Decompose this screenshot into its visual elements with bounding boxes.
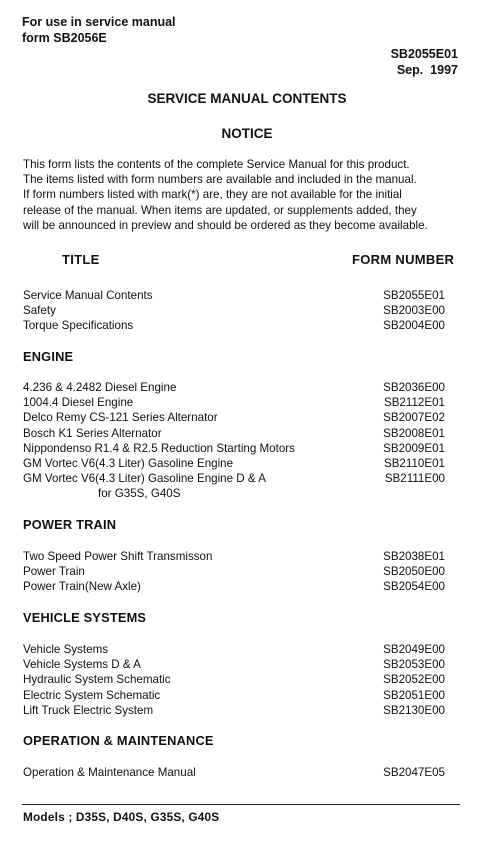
item-title: Vehicle Systems bbox=[23, 643, 109, 656]
item-title: Torque Specifications bbox=[23, 319, 134, 333]
notice-line: will be announced in preview and should be ordered as they become available. bbox=[23, 218, 428, 232]
item-form-number: SB2051E00 bbox=[383, 688, 445, 702]
section-heading-power-train: POWER TRAIN bbox=[23, 517, 117, 532]
list-item bbox=[23, 441, 445, 456]
item-title: Safety bbox=[23, 304, 56, 318]
item-form-number: SB2130E00 bbox=[383, 703, 445, 717]
engine-items-list bbox=[23, 380, 445, 502]
list-item bbox=[23, 672, 445, 687]
item-continuation: for G35S, G40S bbox=[98, 487, 181, 501]
footer-divider bbox=[22, 804, 460, 805]
models-line: Models ; D35S, D40S, G35S, G40S bbox=[23, 810, 220, 824]
list-item bbox=[23, 303, 445, 318]
list-item-continuation bbox=[23, 486, 445, 501]
list-item bbox=[23, 318, 445, 333]
item-title: Two Speed Power Shift Transmisson bbox=[23, 550, 213, 563]
item-form-number: SB2055E01 bbox=[383, 289, 445, 302]
operation-items-list bbox=[23, 765, 445, 780]
list-item bbox=[23, 410, 445, 425]
section-heading-operation-maintenance: OPERATION & MAINTENANCE bbox=[23, 733, 214, 748]
item-title: Service Manual Contents bbox=[23, 289, 153, 302]
item-form-number: SB2004E00 bbox=[383, 319, 445, 333]
item-form-number: SB2049E00 bbox=[383, 643, 445, 656]
list-item bbox=[23, 765, 445, 780]
notice-line: The items listed with form numbers are available and included in the manual. bbox=[23, 173, 417, 187]
item-form-number: SB2053E00 bbox=[383, 658, 445, 672]
list-item bbox=[23, 657, 445, 672]
service-manual-reference bbox=[22, 14, 176, 46]
notice-heading: NOTICE bbox=[221, 126, 273, 141]
page-title: SERVICE MANUAL CONTENTS bbox=[147, 91, 347, 106]
vehicle-systems-items-list bbox=[23, 642, 445, 718]
list-item bbox=[23, 456, 445, 471]
item-title: GM Vortec V6(4.3 Liter) Gasoline Engine D & A bbox=[23, 472, 266, 486]
item-form-number: SB2054E00 bbox=[383, 580, 445, 594]
item-form-number: SB2052E00 bbox=[383, 673, 445, 687]
section-heading-engine: ENGINE bbox=[23, 349, 74, 364]
notice-line: This form lists the contents of the complete Service Manual for this product. bbox=[23, 158, 410, 171]
item-title: Power Train bbox=[23, 565, 85, 579]
list-item bbox=[23, 642, 445, 657]
notice-line: If form numbers listed with mark(*) are, they are not available for the initial bbox=[23, 188, 402, 202]
power-train-items-list bbox=[23, 549, 445, 595]
list-item bbox=[23, 703, 445, 718]
item-title: Electric System Schematic bbox=[23, 688, 161, 702]
item-form-number: SB2007E02 bbox=[383, 411, 445, 425]
item-title: Operation & Maintenance Manual bbox=[23, 766, 196, 779]
form-info bbox=[391, 46, 458, 78]
list-item bbox=[23, 395, 445, 410]
list-item bbox=[23, 564, 445, 579]
item-title: Vehicle Systems D & A bbox=[23, 658, 141, 672]
item-title: GM Vortec V6(4.3 Liter) Gasoline Engine bbox=[23, 456, 234, 470]
item-title: Hydraulic System Schematic bbox=[23, 673, 171, 687]
item-form-number: SB2111E00 bbox=[384, 472, 445, 486]
title-column-header: TITLE bbox=[62, 252, 100, 267]
item-title: Lift Truck Electric System bbox=[23, 703, 154, 717]
item-form-number: SB2038E01 bbox=[383, 550, 445, 563]
form-number-column-header: FORM NUMBER bbox=[352, 252, 455, 267]
general-items-list bbox=[23, 288, 445, 334]
item-form-number: SB2036E00 bbox=[383, 381, 445, 394]
list-item bbox=[23, 426, 445, 441]
list-item bbox=[23, 549, 445, 564]
form-date: Sep. 1997 bbox=[396, 63, 458, 77]
item-title: Nippondenso R1.4 & R2.5 Reduction Starting Motors bbox=[23, 441, 295, 455]
reference-line-2: form SB2056E bbox=[22, 31, 107, 45]
form-number: SB2055E01 bbox=[390, 47, 458, 61]
list-item bbox=[23, 688, 445, 703]
item-form-number: SB2008E01 bbox=[383, 426, 445, 440]
notice-text bbox=[23, 157, 468, 233]
list-item bbox=[23, 471, 445, 486]
section-heading-vehicle-systems: VEHICLE SYSTEMS bbox=[23, 610, 147, 625]
list-item bbox=[23, 380, 445, 395]
item-form-number: SB2009E01 bbox=[383, 441, 445, 455]
list-item bbox=[23, 579, 445, 594]
item-form-number: SB2112E01 bbox=[383, 396, 445, 410]
item-form-number: SB2047E05 bbox=[383, 766, 445, 779]
item-title: Bosch K1 Series Alternator bbox=[23, 426, 162, 440]
list-item bbox=[23, 288, 445, 303]
item-title: Power Train(New Axle) bbox=[23, 580, 141, 594]
notice-line: release of the manual. When items are updated, or supplements added, they bbox=[23, 203, 417, 217]
item-title: 1004.4 Diesel Engine bbox=[23, 396, 134, 410]
item-title: 4.236 & 4.2482 Diesel Engine bbox=[23, 381, 177, 394]
item-form-number: SB2050E00 bbox=[383, 565, 445, 579]
item-form-number: SB2003E00 bbox=[383, 304, 445, 318]
item-title: Delco Remy CS-121 Series Alternator bbox=[23, 411, 218, 425]
reference-line-1: For use in service manual bbox=[22, 15, 176, 29]
item-form-number: SB2110E01 bbox=[383, 456, 445, 470]
